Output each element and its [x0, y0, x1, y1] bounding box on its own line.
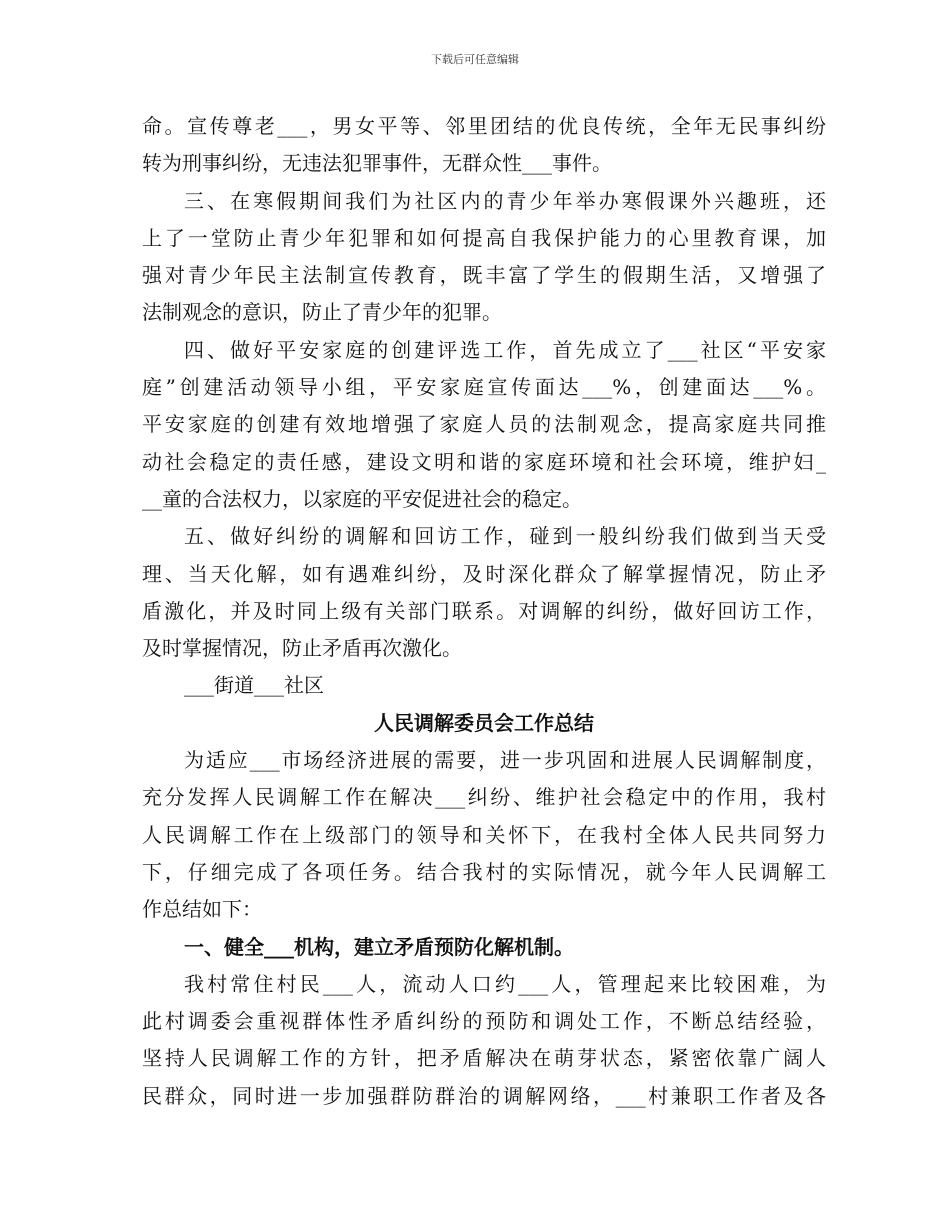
text-line: 转为刑事纠纷，无违法犯罪事件，无群众性___事件。 [142, 151, 612, 176]
section-heading: 一、健全___机构，建立矛盾预防化解机制。 [184, 934, 574, 959]
text-line: 法制观念的意识，防止了青少年的犯罪。 [142, 300, 502, 325]
text-line: 上了一堂防止青少年犯罪和如何提高自我保护能力的心里教育课，加 [142, 225, 826, 250]
text-line: 充分发挥人民调解工作在解决___纠纷、维护社会稳定中的作用，我村 [142, 785, 826, 810]
paragraph-start: 三、在寒假期间我们为社区内的青少年举办寒假课外兴趣班，还 [184, 188, 826, 213]
signature-line: ___街道___社区 [184, 673, 324, 698]
paragraph-start: 五、做好纠纷的调解和回访工作，碰到一般纠纷我们做到当天受 [184, 524, 826, 549]
text-line: 庭”创建活动领导小组，平安家庭宣传面达___%，创建面达___%。 [142, 375, 826, 400]
text-line: 作总结如下： [142, 897, 262, 922]
text-line: 坚持人民调解工作的方针，把矛盾解决在萌芽状态，紧密依靠广阔人 [142, 1046, 826, 1071]
text-line: 此村调委会重视群体性矛盾纠纷的预防和调处工作，不断总结经验， [142, 1009, 826, 1034]
section-title: 人民调解委员会工作总结 [374, 710, 594, 735]
text-line: 民群众，同时进一步加强群防群治的调解网络，___村兼职工作者及各 [142, 1083, 826, 1108]
text-line: __童的合法权力，以家庭的平安促进社会的稳定。 [142, 486, 582, 511]
text-line: 及时掌握情况，防止矛盾再次激化。 [142, 636, 462, 661]
paragraph-start: 我村常住村民___人，流动人口约___人，管理起来比较困难，为 [184, 971, 826, 996]
text-line: 动社会稳定的责任感，建设文明和谐的家庭环境和社会环境，维护妇_ [142, 449, 826, 474]
text-line: 理、当天化解，如有遇难纠纷，及时深化群众了解掌握情况，防止矛 [142, 561, 826, 586]
paragraph-start: 四、做好平安家庭的创建评选工作，首先成立了___社区“平安家 [184, 337, 826, 362]
text-line: 强对青少年民主法制宣传教育，既丰富了学生的假期生活，又增强了 [142, 263, 826, 288]
text-line: 命。宣传尊老___，男女平等、邻里团结的优良传统，全年无民事纠纷 [142, 114, 826, 138]
text-line: 盾激化，并及时同上级有关部门联系。对调解的纠纷，做好回访工作， [142, 598, 826, 623]
page-header: 下载后可任意编辑 [431, 53, 519, 66]
document-body [142, 108, 826, 1115]
paragraph-start: 为适应___市场经济进展的需要，进一步巩固和进展人民调解制度， [184, 748, 826, 773]
text-line: 人民调解工作在上级部门的领导和关怀下，在我村全体人民共同努力 [142, 822, 826, 847]
text-line: 下，仔细完成了各项任务。结合我村的实际情况，就今年人民调解工 [142, 859, 826, 884]
text-line: 平安家庭的创建有效地增强了家庭人员的法制观念，提高家庭共同推 [142, 412, 826, 437]
